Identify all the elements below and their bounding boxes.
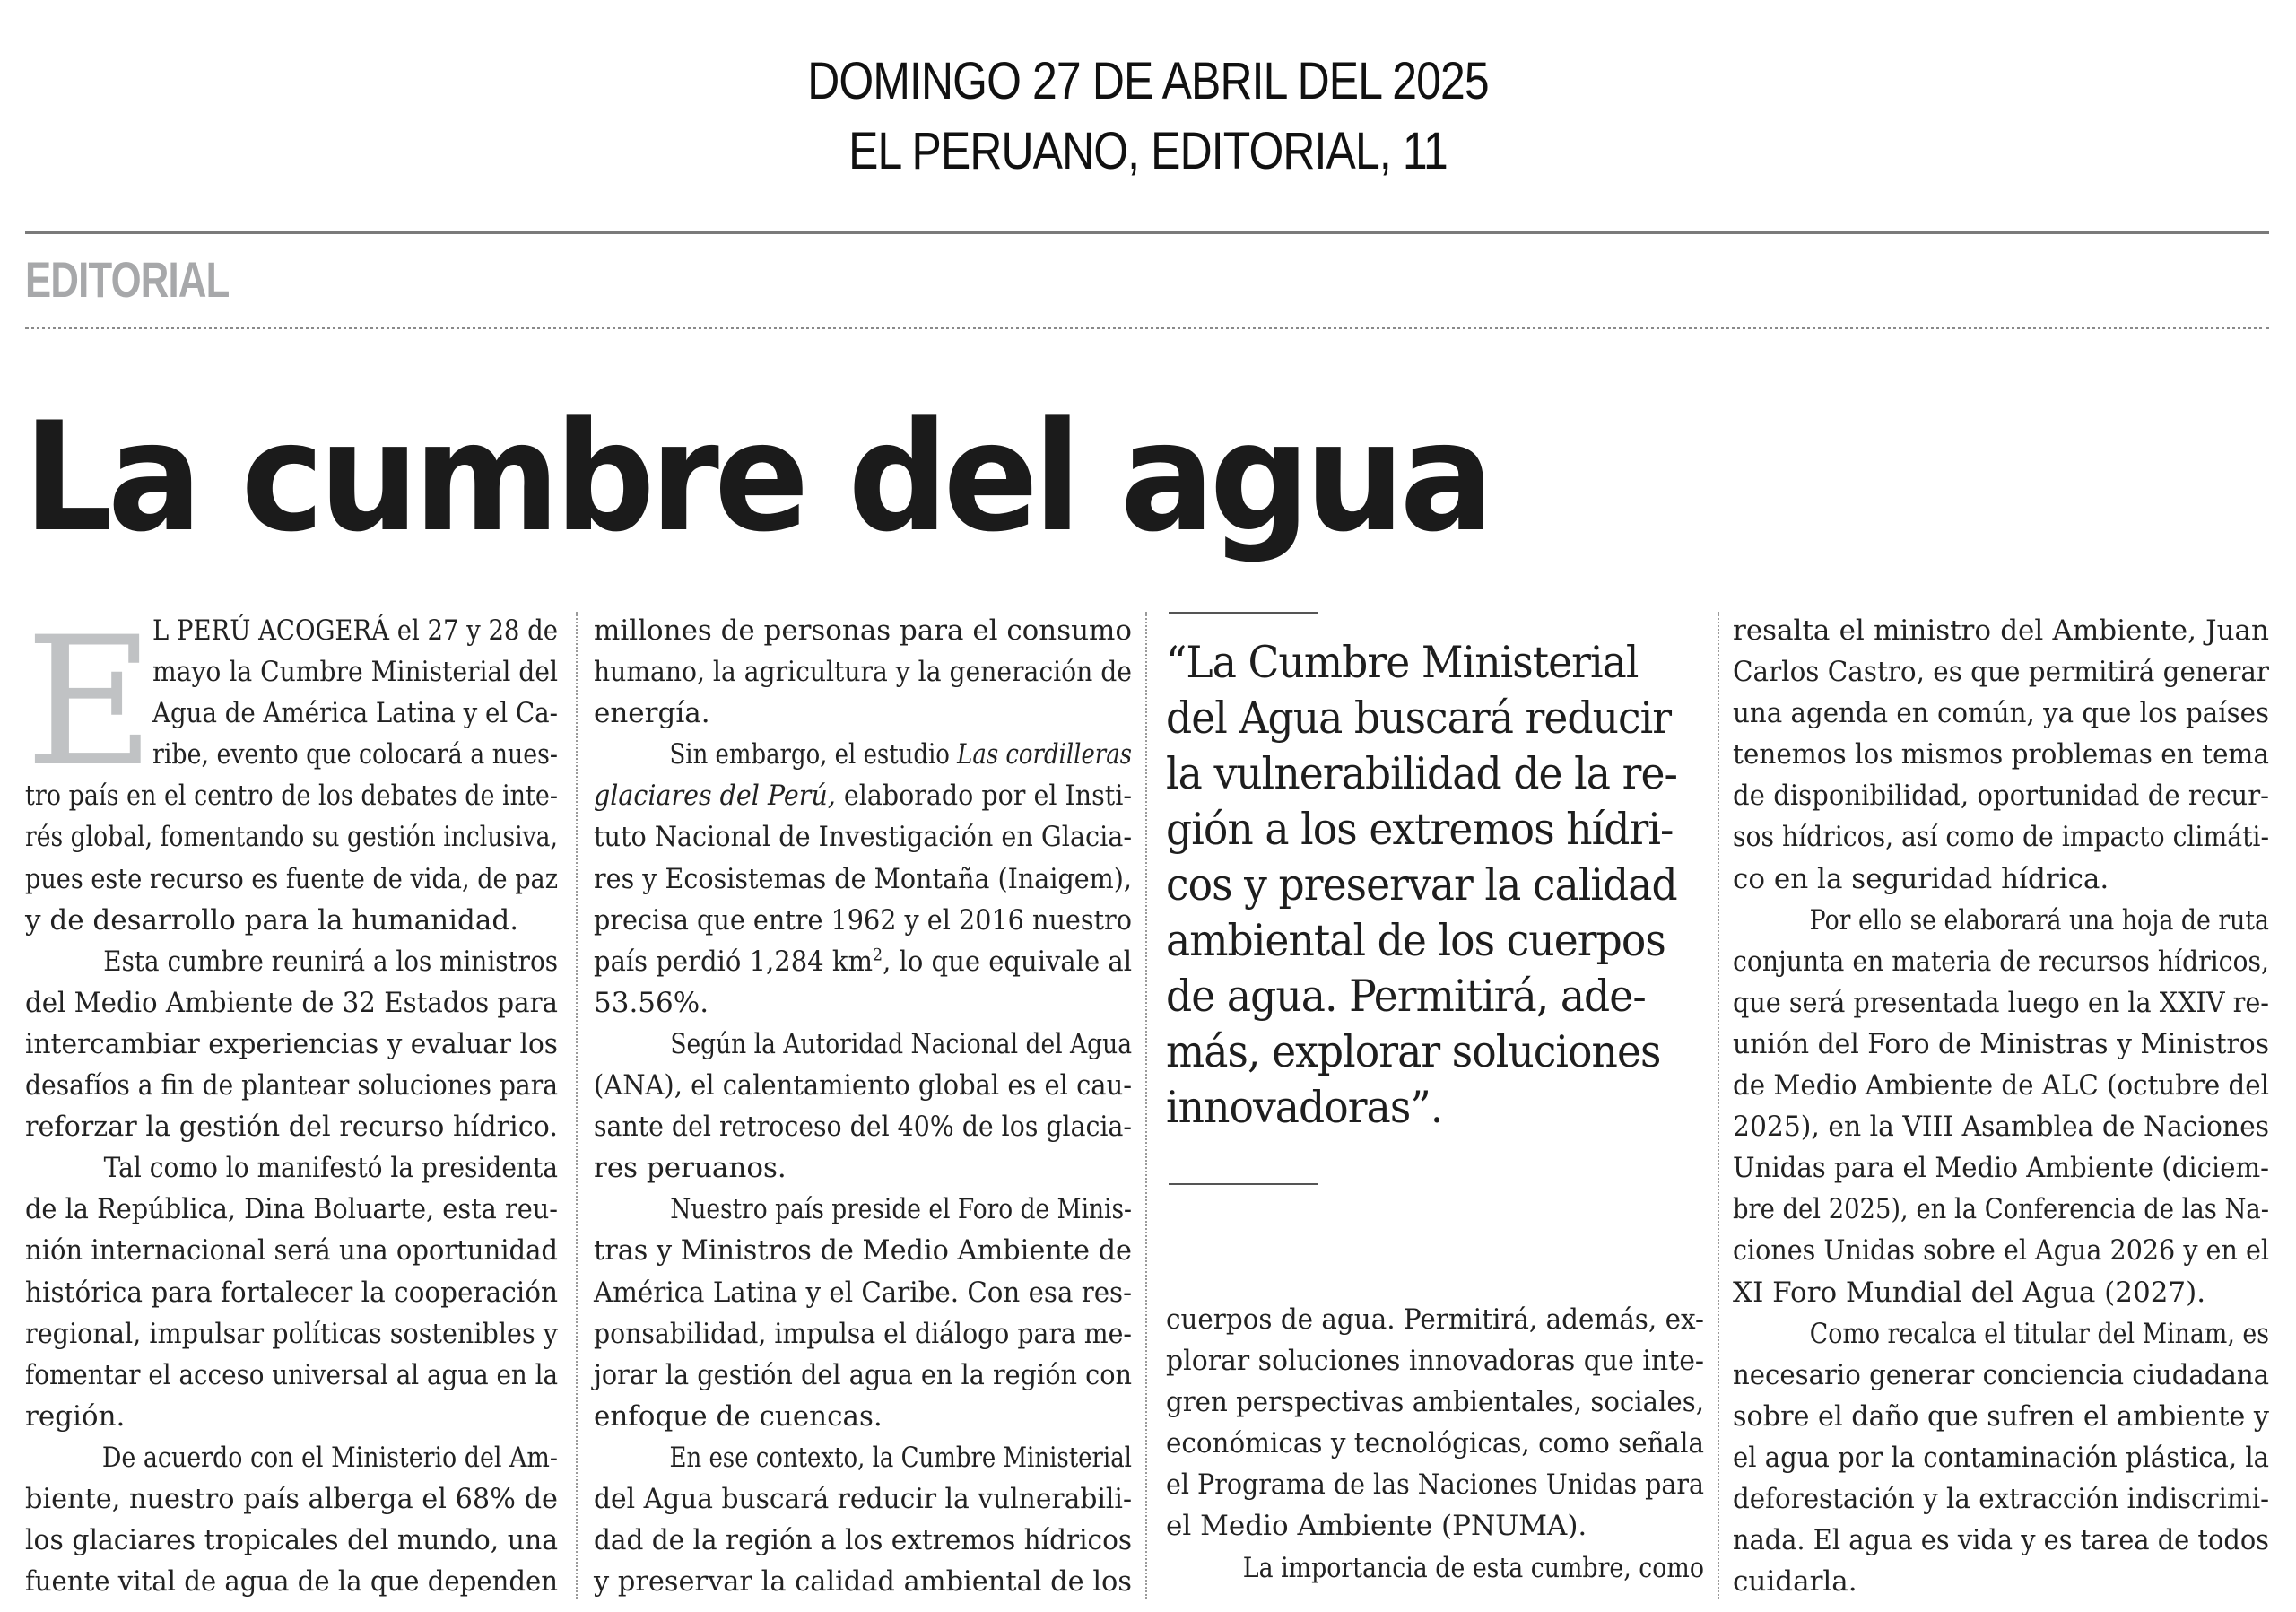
text-line: y preservar la calidad ambiental de los (594, 1565, 1132, 1599)
text-line: unión del Foro de Ministras y Ministros (1733, 1027, 2269, 1060)
text-line (594, 941, 1132, 982)
text-line: Unidas para el Medio Ambiente (diciem- (1733, 1152, 2269, 1185)
column-divider (1718, 612, 1719, 1599)
headline: La cumbre del agua (23, 389, 1490, 565)
text-span: , lo que equivale al (883, 945, 1132, 978)
text-line: 2025), en la VIII Asamblea de Naciones (1733, 1111, 2269, 1144)
text-line: biente, nuestro país alberga el 68% de (25, 1482, 558, 1515)
article-column-3 (1166, 1299, 1704, 1589)
text-line: ponsabilidad, impulsa el diálogo para me- (594, 1317, 1132, 1350)
text-line: del Medio Ambiente de 32 Estados para (25, 986, 558, 1019)
text-line: el agua por la contaminación plástica, la (1733, 1441, 2269, 1474)
paragraph (1166, 1547, 1704, 1589)
text-line: Nuestro país preside el Foro de Minis- (670, 1193, 1132, 1226)
text-line: res y Ecosistemas de Montaña (Inaigem), (594, 862, 1132, 895)
paragraph (25, 1147, 558, 1437)
paragraph (1733, 1313, 2269, 1603)
text-line: De acuerdo con el Ministerio del Am- (101, 1441, 558, 1474)
pull-quote-bottom-rule (1169, 1183, 1318, 1185)
article-column-1 (25, 598, 559, 1602)
date-line: DOMINGO 27 DE ABRIL DEL 2025 (807, 52, 1489, 110)
pull-quote-line: cos y preservar la calidad (1166, 859, 1677, 911)
text-span: elaborado por el Insti- (835, 780, 1132, 813)
text-line: tro país en el centro de los debates de inte- (25, 780, 558, 813)
text-line: jorar la gestión del agua en la región con (594, 1358, 1132, 1391)
text-line: Tal como lo manifestó la presidenta (103, 1152, 558, 1185)
source-line: EL PERUANO, EDITORIAL, 11 (848, 122, 1448, 180)
text-line: mayo la Cumbre Ministerial del (152, 656, 558, 689)
text-line: económicas y tecnológicas, como señala (1166, 1427, 1704, 1460)
text-line: rés global, fomentando su gestión inclusiva, (25, 821, 558, 854)
text-line: ciones Unidas sobre el Agua 2026 y en el (1733, 1234, 2269, 1268)
text-line: millones de personas para el consumo (594, 614, 1132, 647)
text-line: los glaciares tropicales del mundo, una (25, 1524, 558, 1557)
text-line: nión internacional será una oportunidad (25, 1234, 558, 1268)
text-line: América Latina y el Caribe. Con esa res- (594, 1276, 1132, 1309)
text-line: cuidarla. (1733, 1565, 1857, 1599)
study-title: glaciares del Perú, (594, 780, 836, 813)
text-line: una agenda en común, ya que los países (1733, 697, 2269, 730)
text-line: el Programa de las Naciones Unidas para (1166, 1468, 1704, 1502)
article-column-2 (594, 610, 1132, 1602)
text-line: Agua de América Latina y el Ca- (152, 697, 558, 730)
paragraph (594, 1437, 1132, 1602)
pull-quote-line: ambiental de los cuerpos (1166, 915, 1665, 966)
text-line: intercambiar experiencias y evaluar los (25, 1027, 558, 1060)
text-line: enfoque de cuencas. (594, 1399, 883, 1433)
section-dotted-rule (25, 327, 2269, 329)
text-line: res peruanos. (594, 1152, 787, 1185)
text-line: reforzar la gestión del recurso hídrico. (25, 1111, 558, 1144)
text-line: tenemos los mismos problemas en tema (1733, 738, 2269, 771)
text-line: deforestación y la extracción indiscrimi- (1733, 1482, 2269, 1515)
text-line (594, 775, 1132, 816)
text-line: sobre el daño que sufren el ambiente y (1733, 1399, 2269, 1433)
column-divider (1145, 612, 1147, 1599)
text-line: conjunta en materia de recursos hídricos, (1733, 945, 2269, 978)
text-line: Esta cumbre reunirá a los ministros (103, 945, 559, 978)
text-line: La importancia de esta cumbre, como (1242, 1551, 1704, 1584)
superscript: 2 (873, 945, 883, 965)
text-line: de Medio Ambiente de ALC (octubre del (1733, 1069, 2269, 1102)
paragraph (594, 1024, 1132, 1189)
paragraph (25, 1437, 558, 1602)
text-line: nada. El agua es vida y es tarea de todos (1733, 1524, 2269, 1557)
text-line: energía. (594, 697, 710, 730)
pull-quote-line: innovadoras”. (1166, 1082, 1443, 1133)
paragraph (1166, 1299, 1704, 1547)
text-line: (ANA), el calentamiento global es el cau- (594, 1069, 1132, 1102)
text-line: fuente vital de agua de la que dependen (25, 1565, 558, 1599)
pull-quote-line: más, explorar soluciones (1166, 1026, 1661, 1077)
text-line: Por ello se elaborará una hoja de ruta (1809, 903, 2269, 937)
text-line: precisa que entre 1962 y el 2016 nuestro (594, 903, 1132, 937)
text-line: humano, la agricultura y la generación de (594, 656, 1132, 689)
paragraph (1733, 900, 2269, 1313)
study-title: Las cordilleras (957, 738, 1132, 771)
text-line: Según la Autoridad Nacional del Agua (670, 1027, 1132, 1060)
text-line (594, 734, 1132, 775)
text-line: región. (25, 1399, 126, 1433)
text-line: L PERÚ ACOGERÁ el 27 y 28 de (152, 614, 558, 647)
text-line: ribe, evento que colocará a nues- (152, 738, 558, 771)
text-span: Sin embargo, el estudio (669, 738, 958, 771)
text-line: cuerpos de agua. Permitirá, además, ex- (1166, 1303, 1704, 1336)
text-line: sos hídricos, así como de impacto climáti- (1733, 821, 2269, 854)
text-line: En ese contexto, la Cumbre Ministerial (669, 1441, 1132, 1474)
text-line: dad de la región a los extremos hídricos (594, 1524, 1132, 1557)
paragraph (25, 941, 558, 1147)
text-line: regional, impulsar políticas sostenibles y (25, 1317, 558, 1350)
text-line: Como recalca el titular del Minam, es (1809, 1317, 2269, 1350)
article-column-4 (1733, 610, 2269, 1602)
drop-cap: E (25, 598, 155, 806)
pull-quote-line: del Agua buscará reducir (1166, 693, 1672, 744)
text-line: histórica para fortalecer la cooperación (25, 1276, 558, 1309)
paragraph (1733, 610, 2269, 900)
pull-quote-line: de agua. Permitirá, ade- (1166, 971, 1646, 1022)
text-line: Carlos Castro, es que permitirá generar (1733, 656, 2269, 689)
text-line: resalta el ministro del Ambiente, Juan (1733, 614, 2269, 647)
paragraph (594, 734, 1132, 1024)
text-line: de la República, Dina Boluarte, esta reu- (25, 1193, 558, 1226)
text-line: necesario generar conciencia ciudadana (1733, 1358, 2269, 1391)
text-line: fomentar el acceso universal al agua en la (25, 1358, 558, 1391)
text-line: el Medio Ambiente (PNUMA). (1166, 1510, 1587, 1543)
text-line: sante del retroceso del 40% de los glacia- (594, 1111, 1132, 1144)
text-line: del Agua buscará reducir la vulnerabili- (594, 1482, 1132, 1515)
text-line: tuto Nacional de Investigación en Glacia- (594, 821, 1132, 854)
text-line: bre del 2025), en la Conferencia de las Na- (1733, 1193, 2269, 1226)
text-line: plorar soluciones innovadoras que inte- (1166, 1345, 1704, 1378)
text-line: tras y Ministros de Medio Ambiente de (594, 1234, 1132, 1268)
text-line: pues este recurso es fuente de vida, de paz (25, 862, 558, 895)
text-line: co en la seguridad hídrica. (1733, 862, 2109, 895)
text-span: país perdió 1,284 km (594, 945, 874, 978)
text-line: gren perspectivas ambientales, sociales, (1166, 1386, 1704, 1419)
text-line: desafíos a fin de plantear soluciones para (25, 1069, 558, 1102)
paragraph (594, 610, 1132, 734)
section-label: EDITORIAL (25, 251, 230, 308)
text-line: XI Foro Mundial del Agua (2027). (1733, 1276, 2206, 1309)
text-line: 53.56%. (594, 986, 709, 1019)
paragraph (594, 1189, 1132, 1437)
pull-quote-line: la vulnerabilidad de la re- (1166, 748, 1677, 799)
pull-quote-line: “La Cumbre Ministerial (1166, 637, 1639, 688)
pull-quote-line: gión a los extremos hídri- (1166, 804, 1674, 855)
text-line: y de desarrollo para la humanidad. (25, 903, 519, 937)
header-rule (25, 231, 2269, 234)
pull-quote-top-rule (1169, 612, 1318, 614)
text-line: de disponibilidad, oportunidad de recur- (1733, 780, 2269, 813)
pull-quote (1166, 635, 1704, 1136)
lead-paragraph (25, 598, 558, 941)
text-line: que será presentada luego en la XXIV re- (1733, 986, 2269, 1019)
column-divider (576, 612, 578, 1599)
